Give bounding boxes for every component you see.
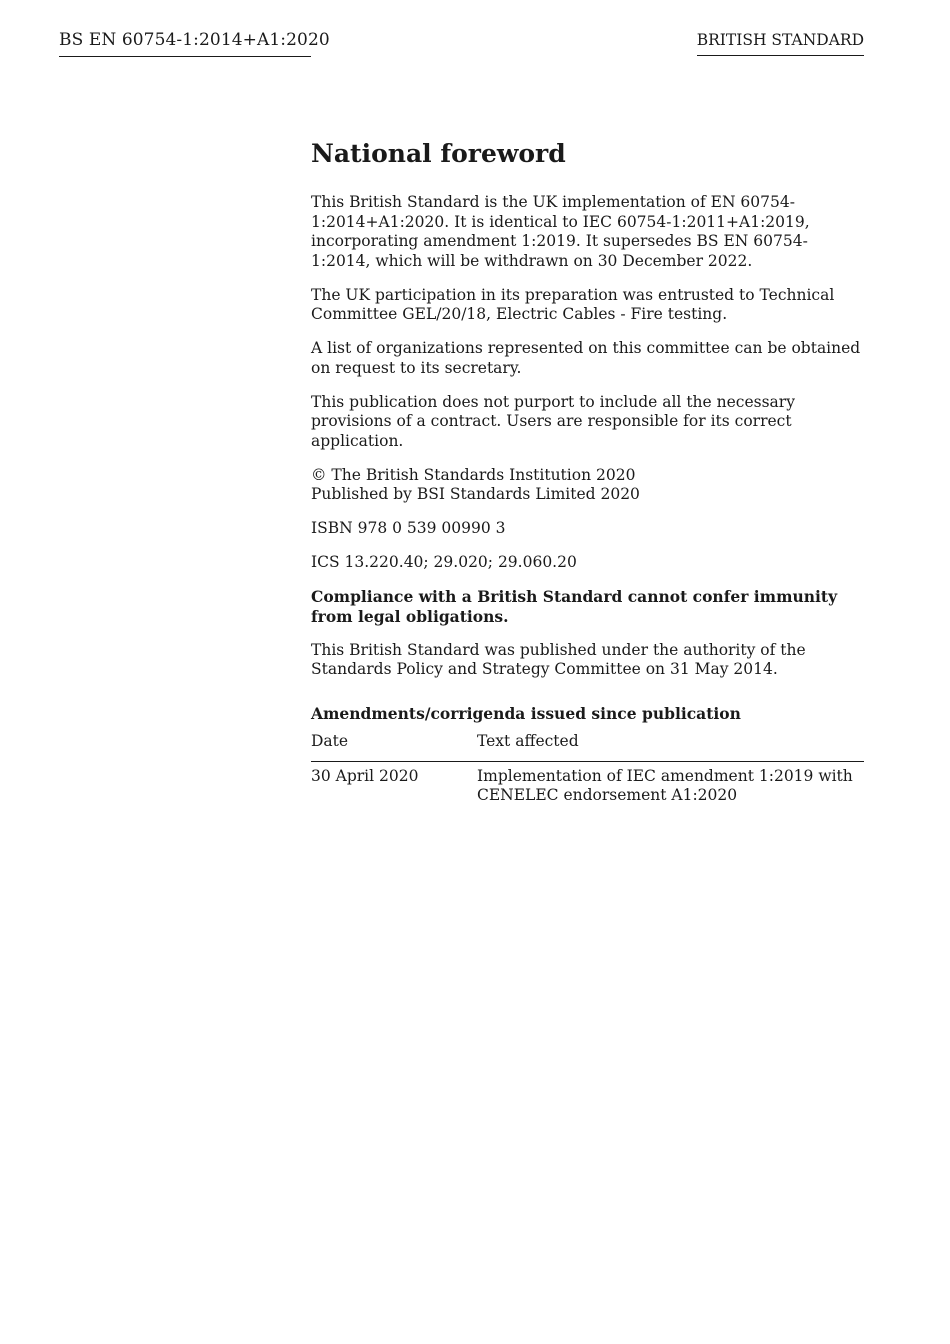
authority-paragraph: This British Standard was published under the authority of the Standards Policy and Strategy Committee on 31 May 2014. [311,640,806,678]
publisher-line: Published by BSI Standards Limited 2020 [311,485,640,503]
table-row [311,761,864,806]
committee-paragraph: The UK participation in its preparation was entrusted to Technical Committee GEL/20/18, Electric Cables - Fire testing. [311,285,835,323]
amendment-text-line: CENELEC endorsement A1:2020 [477,786,738,804]
copyright-block [311,466,864,505]
ics-codes: ICS 13.220.40; 29.020; 29.060.20 [311,553,577,571]
document-series: BRITISH STANDARD [697,31,864,56]
document-id: BS EN 60754-1:2014+A1:2020 [59,30,311,57]
amendment-date: 30 April 2020 [311,766,419,785]
amendments-table [311,732,864,806]
compliance-notice: Compliance with a British Standard cannot confer immunity from legal obligations. [311,587,838,626]
implementation-paragraph: This British Standard is the UK implementation of EN 60754-1:2014+A1:2020. It is identical to IEC 60754-1:2011+A1:2019, incorporating amendment 1:2019. It supersedes BS EN 60754-1:2014, which will be withdrawn on 30 December 2022. [311,193,810,270]
amendments-heading: Amendments/corrigenda issued since publication [311,703,741,723]
isbn: ISBN 978 0 539 00990 3 [311,519,506,537]
amendment-text [477,761,864,806]
column-header-text-affected: Text affected [477,732,864,761]
foreword-section [311,138,864,806]
page-title: National foreword [311,139,566,168]
table-header-row [311,732,864,761]
organizations-paragraph: A list of organizations represented on this committee can be obtained on request to its secretary. [311,339,861,377]
amendment-text-line: Implementation of IEC amendment 1:2019 with [477,766,853,785]
copyright-line: © The British Standards Institution 2020 [311,465,636,484]
column-header-date: Date [311,732,477,761]
provisions-paragraph: This publication does not purport to include all the necessary provisions of a contract. Users are responsible for its correct application. [311,392,795,450]
